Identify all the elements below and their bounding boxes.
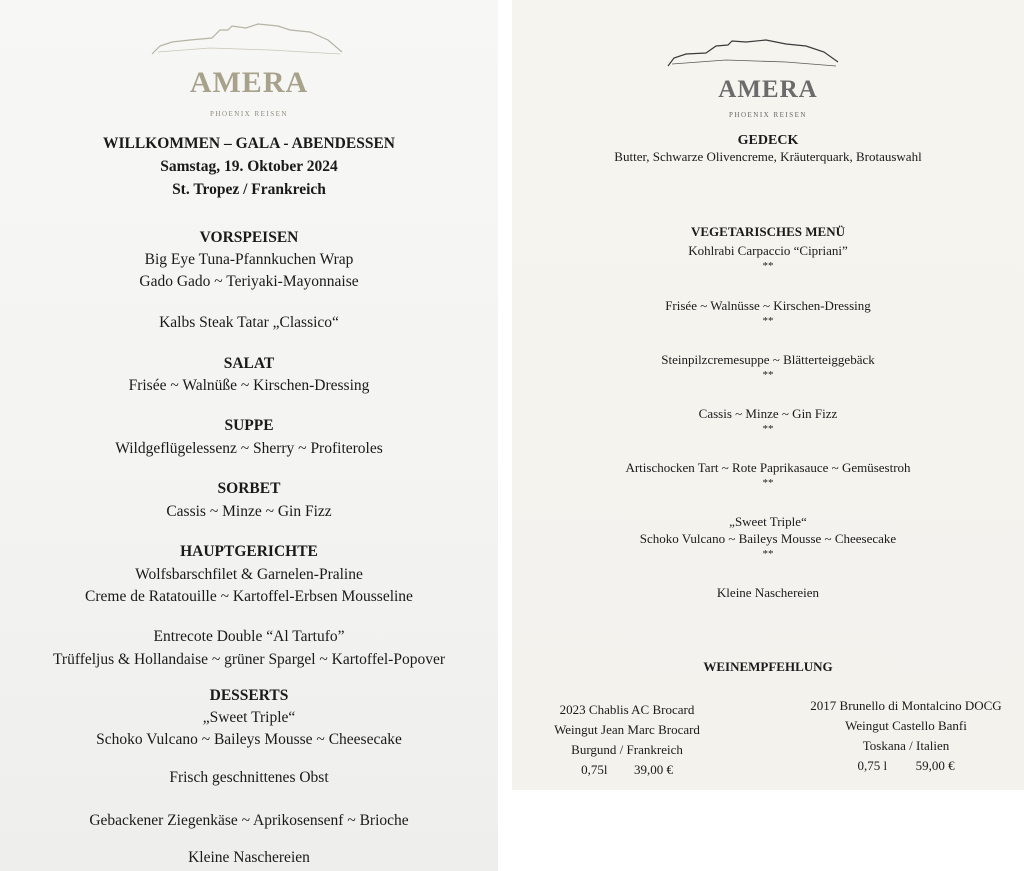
wine-name: 2017 Brunello di Montalcino DOCG (810, 698, 1002, 713)
ship-logo-icon (150, 18, 345, 60)
menu-item: Gado Gado ~ Teriyaki-Mayonnaise (139, 273, 359, 290)
separator: ** (762, 477, 774, 489)
wine-recommendation (790, 696, 1022, 776)
menu-item: Frisée ~ Walnüße ~ Kirschen-Dressing (128, 377, 370, 394)
menu-item: Creme de Ratatouille ~ Kartoffel-Erbsen Mousseline (85, 588, 413, 605)
menu-item: Kleine Naschereien (188, 849, 310, 866)
wine-producer: Weingut Castello Banfi (845, 718, 967, 733)
menu-item: Entrecote Double “Al Tartufo” (153, 628, 345, 645)
section-heading: SUPPE (224, 417, 274, 434)
separator: ** (762, 260, 774, 272)
separator: ** (762, 423, 774, 435)
menu-item: Kohlrabi Carpaccio “Cipriani” (688, 243, 848, 258)
wine-producer: Weingut Jean Marc Brocard (554, 722, 700, 737)
menu-item: Cassis ~ Minze ~ Gin Fizz (166, 503, 332, 520)
menu-item: Kalbs Steak Tatar „Classico“ (159, 314, 339, 331)
menu-item: Wildgeflügelessenz ~ Sherry ~ Profiteroles (115, 440, 383, 457)
separator: ** (762, 369, 774, 381)
wine-volume: 0,75l (581, 762, 608, 777)
menu-item: Frisée ~ Walnüsse ~ Kirschen-Dressing (665, 298, 871, 313)
menu-location: St. Tropez / Frankreich (172, 181, 326, 198)
menu-item: Wolfsbarschfilet & Garnelen-Praline (135, 566, 363, 583)
menu-item: Artischocken Tart ~ Rote Paprikasauce ~ Gemüsestroh (625, 460, 911, 475)
menu-item: Gebackener Ziegenkäse ~ Aprikosensenf ~ Brioche (89, 812, 409, 829)
section-heading: SALAT (223, 355, 275, 372)
menu-item: Schoko Vulcano ~ Baileys Mousse ~ Cheesecake (96, 731, 402, 748)
brand-name: AMERA (718, 76, 818, 103)
section-heading: SORBET (217, 480, 281, 497)
wine-price: 59,00 € (915, 758, 955, 773)
wine-region: Burgund / Frankreich (571, 742, 683, 757)
left-menu-card (0, 0, 498, 871)
menu-item: „Sweet Triple“ (729, 514, 807, 529)
brand-name: AMERA (189, 66, 309, 99)
ship-logo-icon (666, 36, 841, 76)
wine-recommendation (532, 700, 722, 780)
menu-item: Frisch geschnittenes Obst (169, 769, 329, 786)
wine-price-row (790, 756, 1022, 776)
menu-item: Trüffeljus & Hollandaise ~ grüner Spargel ~ Kartoffel-Popover (52, 651, 445, 668)
section-heading: HAUPTGERICHTE (180, 543, 318, 560)
menu-item: Butter, Schwarze Olivencreme, Kräuterquark, Brotauswahl (614, 149, 922, 164)
wine-region: Toskana / Italien (862, 738, 950, 753)
brand-subtitle: PHOENIX REISEN (210, 110, 288, 118)
menu-item: Kleine Naschereien (716, 585, 820, 600)
section-heading: DESSERTS (209, 687, 289, 704)
section-heading: WEINEMPFEHLUNG (703, 659, 833, 674)
separator: ** (762, 548, 774, 560)
page-gap (498, 0, 512, 871)
wine-price-row (532, 760, 722, 780)
section-heading: VORSPEISEN (199, 229, 299, 246)
right-menu-card (512, 0, 1024, 790)
separator: ** (762, 315, 774, 327)
wine-volume: 0,75 l (857, 758, 888, 773)
brand-subtitle: PHOENIX REISEN (729, 111, 807, 119)
menu-item: Steinpilzcremesuppe ~ Blätterteiggebäck (661, 352, 875, 367)
menu-item: Schoko Vulcano ~ Baileys Mousse ~ Cheesecake (639, 531, 897, 546)
menu-item: Cassis ~ Minze ~ Gin Fizz (698, 406, 838, 421)
menu-item: Big Eye Tuna-Pfannkuchen Wrap (144, 251, 354, 268)
wine-name: 2023 Chablis AC Brocard (559, 702, 695, 717)
section-heading: GEDECK (737, 133, 799, 148)
menu-title: WILLKOMMEN – GALA - ABENDESSEN (103, 135, 395, 152)
menu-date: Samstag, 19. Oktober 2024 (160, 158, 338, 175)
wine-price: 39,00 € (633, 762, 673, 777)
menu-item: „Sweet Triple“ (202, 709, 296, 726)
section-heading: VEGETARISCHES MENÜ (691, 224, 845, 239)
